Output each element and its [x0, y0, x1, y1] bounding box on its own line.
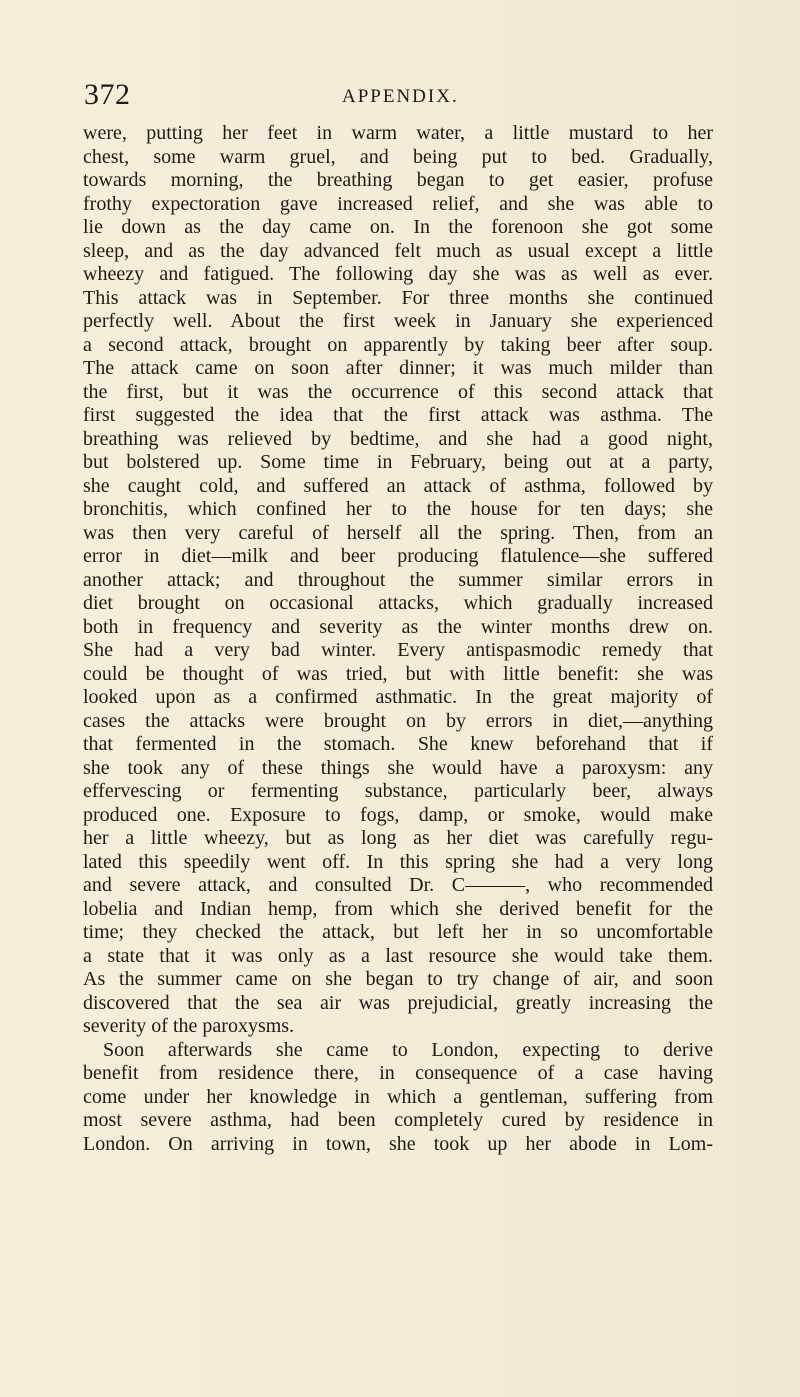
text-line: cases the attacks were brought on by errors in diet,—anything — [83, 709, 713, 732]
text-line: most severe asthma, had been completely cured by residence in — [83, 1109, 713, 1131]
text-line: was then very careful of herself all the spring. Then, from an — [83, 521, 713, 544]
text-line: Soon afterwards she came to London, expecting to derive — [103, 1038, 713, 1061]
text-line: lated this speedily went off. In this spring she had a very long — [83, 850, 713, 873]
text-line: chest, some warm gruel, and being put to bed. Gradually, — [83, 145, 713, 168]
text-line: could be thought of was tried, but with little benefit: she was — [83, 662, 713, 685]
running-head: APPENDIX. — [342, 86, 459, 107]
text-line: towards morning, the breathing began to get easier, profuse — [83, 169, 713, 191]
text-line: come under her knowledge in which a gentleman, suffering from — [83, 1085, 713, 1108]
text-line: perfectly well. About the first week in January she experienced — [83, 310, 713, 332]
text-line: a state that it was only as a last resource she would take them. — [83, 944, 713, 967]
text-line: frothy expectoration gave increased relief, and she was able to — [83, 192, 713, 215]
body-text — [83, 122, 713, 1156]
text-line: a second attack, brought on apparently by taking beer after soup. — [83, 333, 713, 356]
text-line: another attack; and throughout the summer similar errors in — [83, 568, 713, 591]
text-line: effervescing or fermenting substance, particularly beer, always — [83, 780, 713, 802]
text-line: This attack was in September. For three months she continued — [83, 286, 713, 309]
text-line: produced one. Exposure to fogs, damp, or smoke, would make — [83, 803, 713, 826]
text-line: diet brought on occasional attacks, which gradually increased — [83, 592, 713, 614]
text-line: lobelia and Indian hemp, from which she derived benefit for the — [83, 897, 713, 920]
text-line: As the summer came on she began to try change of air, and soon — [83, 968, 713, 990]
text-line: severity of the paroxysms. — [83, 1015, 295, 1037]
text-line: the first, but it was the occurrence of this second attack that — [83, 380, 713, 403]
text-line: sleep, and as the day advanced felt much as usual except a little — [83, 239, 713, 262]
text-line: she caught cold, and suffered an attack of asthma, followed by — [83, 474, 713, 497]
text-line: discovered that the sea air was prejudicial, greatly increasing the — [83, 991, 713, 1014]
text-line: lie down as the day came on. In the forenoon she got some — [83, 216, 713, 238]
text-line: were, putting her feet in warm water, a little mustard to her — [83, 122, 713, 144]
text-line: London. On arriving in town, she took up her abode in Lom- — [83, 1132, 713, 1155]
text-line: but bolstered up. Some time in February, being out at a party, — [83, 451, 713, 473]
text-line: breathing was relieved by bedtime, and she had a good night, — [83, 427, 713, 450]
text-line: both in frequency and severity as the winter months drew on. — [83, 615, 713, 638]
text-line: looked upon as a confirmed asthmatic. In the great majority of — [83, 686, 713, 708]
text-line: she took any of these things she would have a paroxysm: any — [83, 756, 713, 779]
text-line: time; they checked the attack, but left her in so uncomfortable — [83, 921, 713, 943]
text-line: that fermented in the stomach. She knew beforehand that if — [83, 733, 713, 755]
text-line: bronchitis, which confined her to the house for ten days; she — [83, 498, 713, 520]
text-line: She had a very bad winter. Every antispasmodic remedy that — [83, 639, 713, 661]
text-line: and severe attack, and consulted Dr. C———, who recommended — [83, 874, 713, 896]
text-line: The attack came on soon after dinner; it was much milder than — [83, 357, 713, 379]
text-line: benefit from residence there, in consequence of a case having — [83, 1062, 713, 1084]
text-line: error in diet—milk and beer producing flatulence—she suffered — [83, 545, 713, 567]
page-number: 372 — [84, 78, 131, 111]
text-line: her a little wheezy, but as long as her diet was carefully regu- — [83, 827, 713, 849]
page-header — [84, 78, 724, 118]
text-line: first suggested the idea that the first attack was asthma. The — [83, 404, 713, 426]
text-line: wheezy and fatigued. The following day she was as well as ever. — [83, 263, 713, 285]
